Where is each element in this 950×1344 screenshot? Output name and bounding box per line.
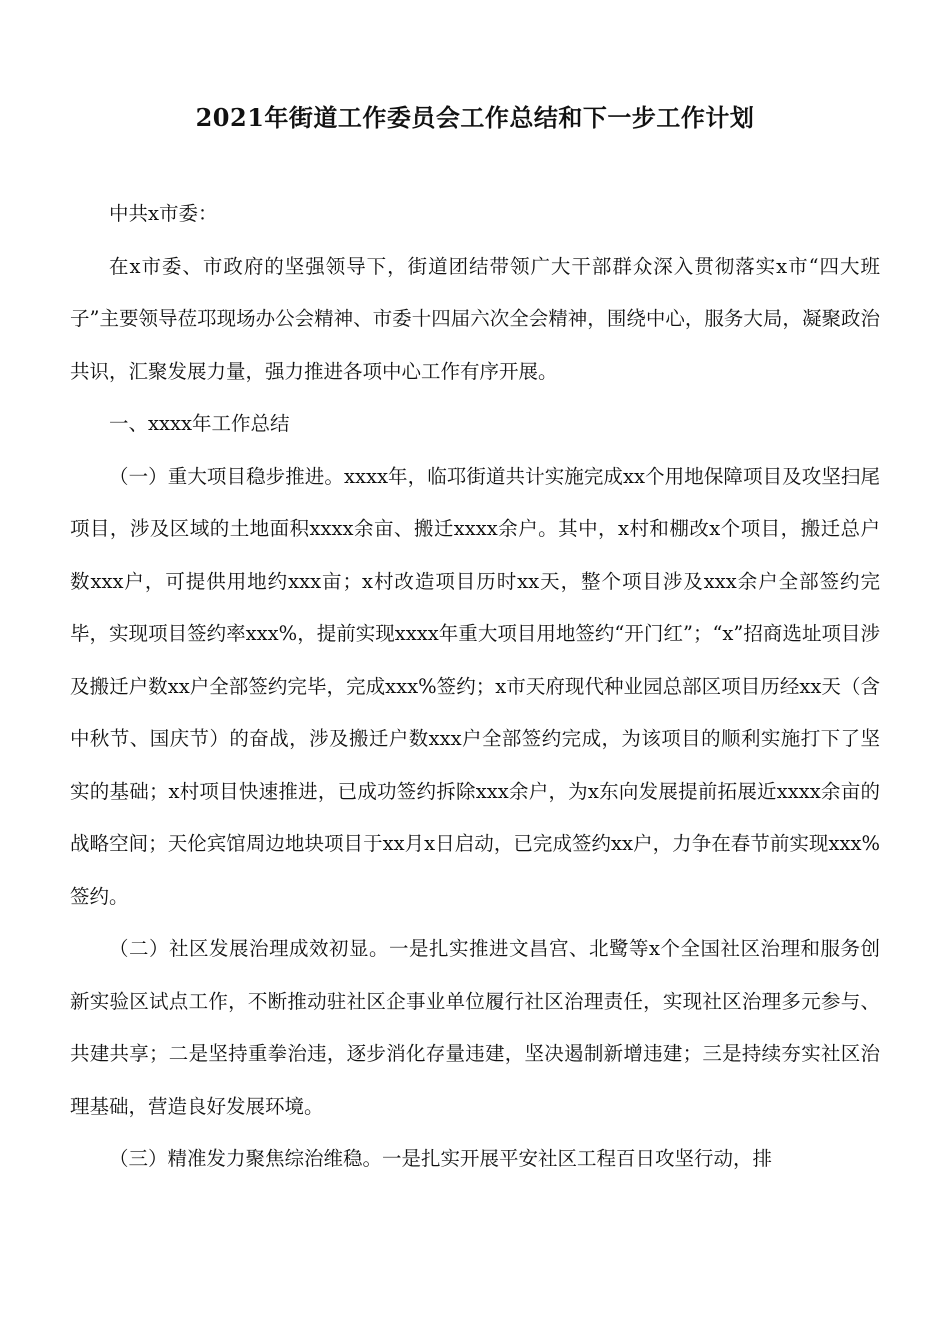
section-heading: 一、xxxx年工作总结 [109, 412, 290, 435]
paragraph-major-projects: （一）重大项目稳步推进。xxxx年，临邛街道共计实施完成xx个用地保障项目及攻坚扫尾项目，涉及区域的土地面积xxxx余亩、搬迁xxxx余户。其中，x村和棚改x个项目，搬迁总户数xxx户，可提供用地约xxx亩；x村改造项目历时xx天，整个项目涉及xxx余户全部签约完毕，实现项目签约率xxx%，提前实现xxxx年重大项目用地签约“开门红”；“x”招商选址项目涉及搬迁户数xx户全部签约完毕，完成xxx%签约；x市天府现代种业园总部区项目历经xx天（含中秋节、国庆节）的奋战，涉及搬迁户数xxx户全部签约完成，为该项目的顺利实施打下了坚实的基础；x村项目快速推进，已成功签约拆除xxx余户，为x东向发展提前拓展近xxxx余亩的战略空间；天伦宾馆周边地块项目于xx月x日启动，已完成签约xx户，力争在春节前实现xxx%签约。 [70, 464, 880, 908]
document-title: 2021年街道工作委员会工作总结和下一步工作计划 [195, 103, 755, 132]
salutation: 中共x市委： [109, 202, 218, 225]
paragraph-stability: （三）精准发力聚焦综治维稳。一是扎实开展平安社区工程百日攻坚行动，排 [109, 1147, 773, 1170]
document-body [70, 188, 880, 1186]
paragraph-intro: 在x市委、市政府的坚强领导下，街道团结带领广大干部群众深入贯彻落实x市“四大班子”主要领导莅邛现场办公会精神、市委十四届六次全会精神，围绕中心，服务大局，凝聚政治共识，汇聚发展力量，强力推进各项中心工作有序开展。 [70, 254, 880, 383]
paragraph-community-governance: （二）社区发展治理成效初显。一是扎实推进文昌宫、北鹭等x个全国社区治理和服务创新实验区试点工作，不断推动驻社区企事业单位履行社区治理责任，实现社区治理多元参与、共建共享；二是坚持重拳治违，逐步消化存量违建，坚决遏制新增违建；三是持续夯实社区治理基础，营造良好发展环境。 [70, 937, 880, 1118]
